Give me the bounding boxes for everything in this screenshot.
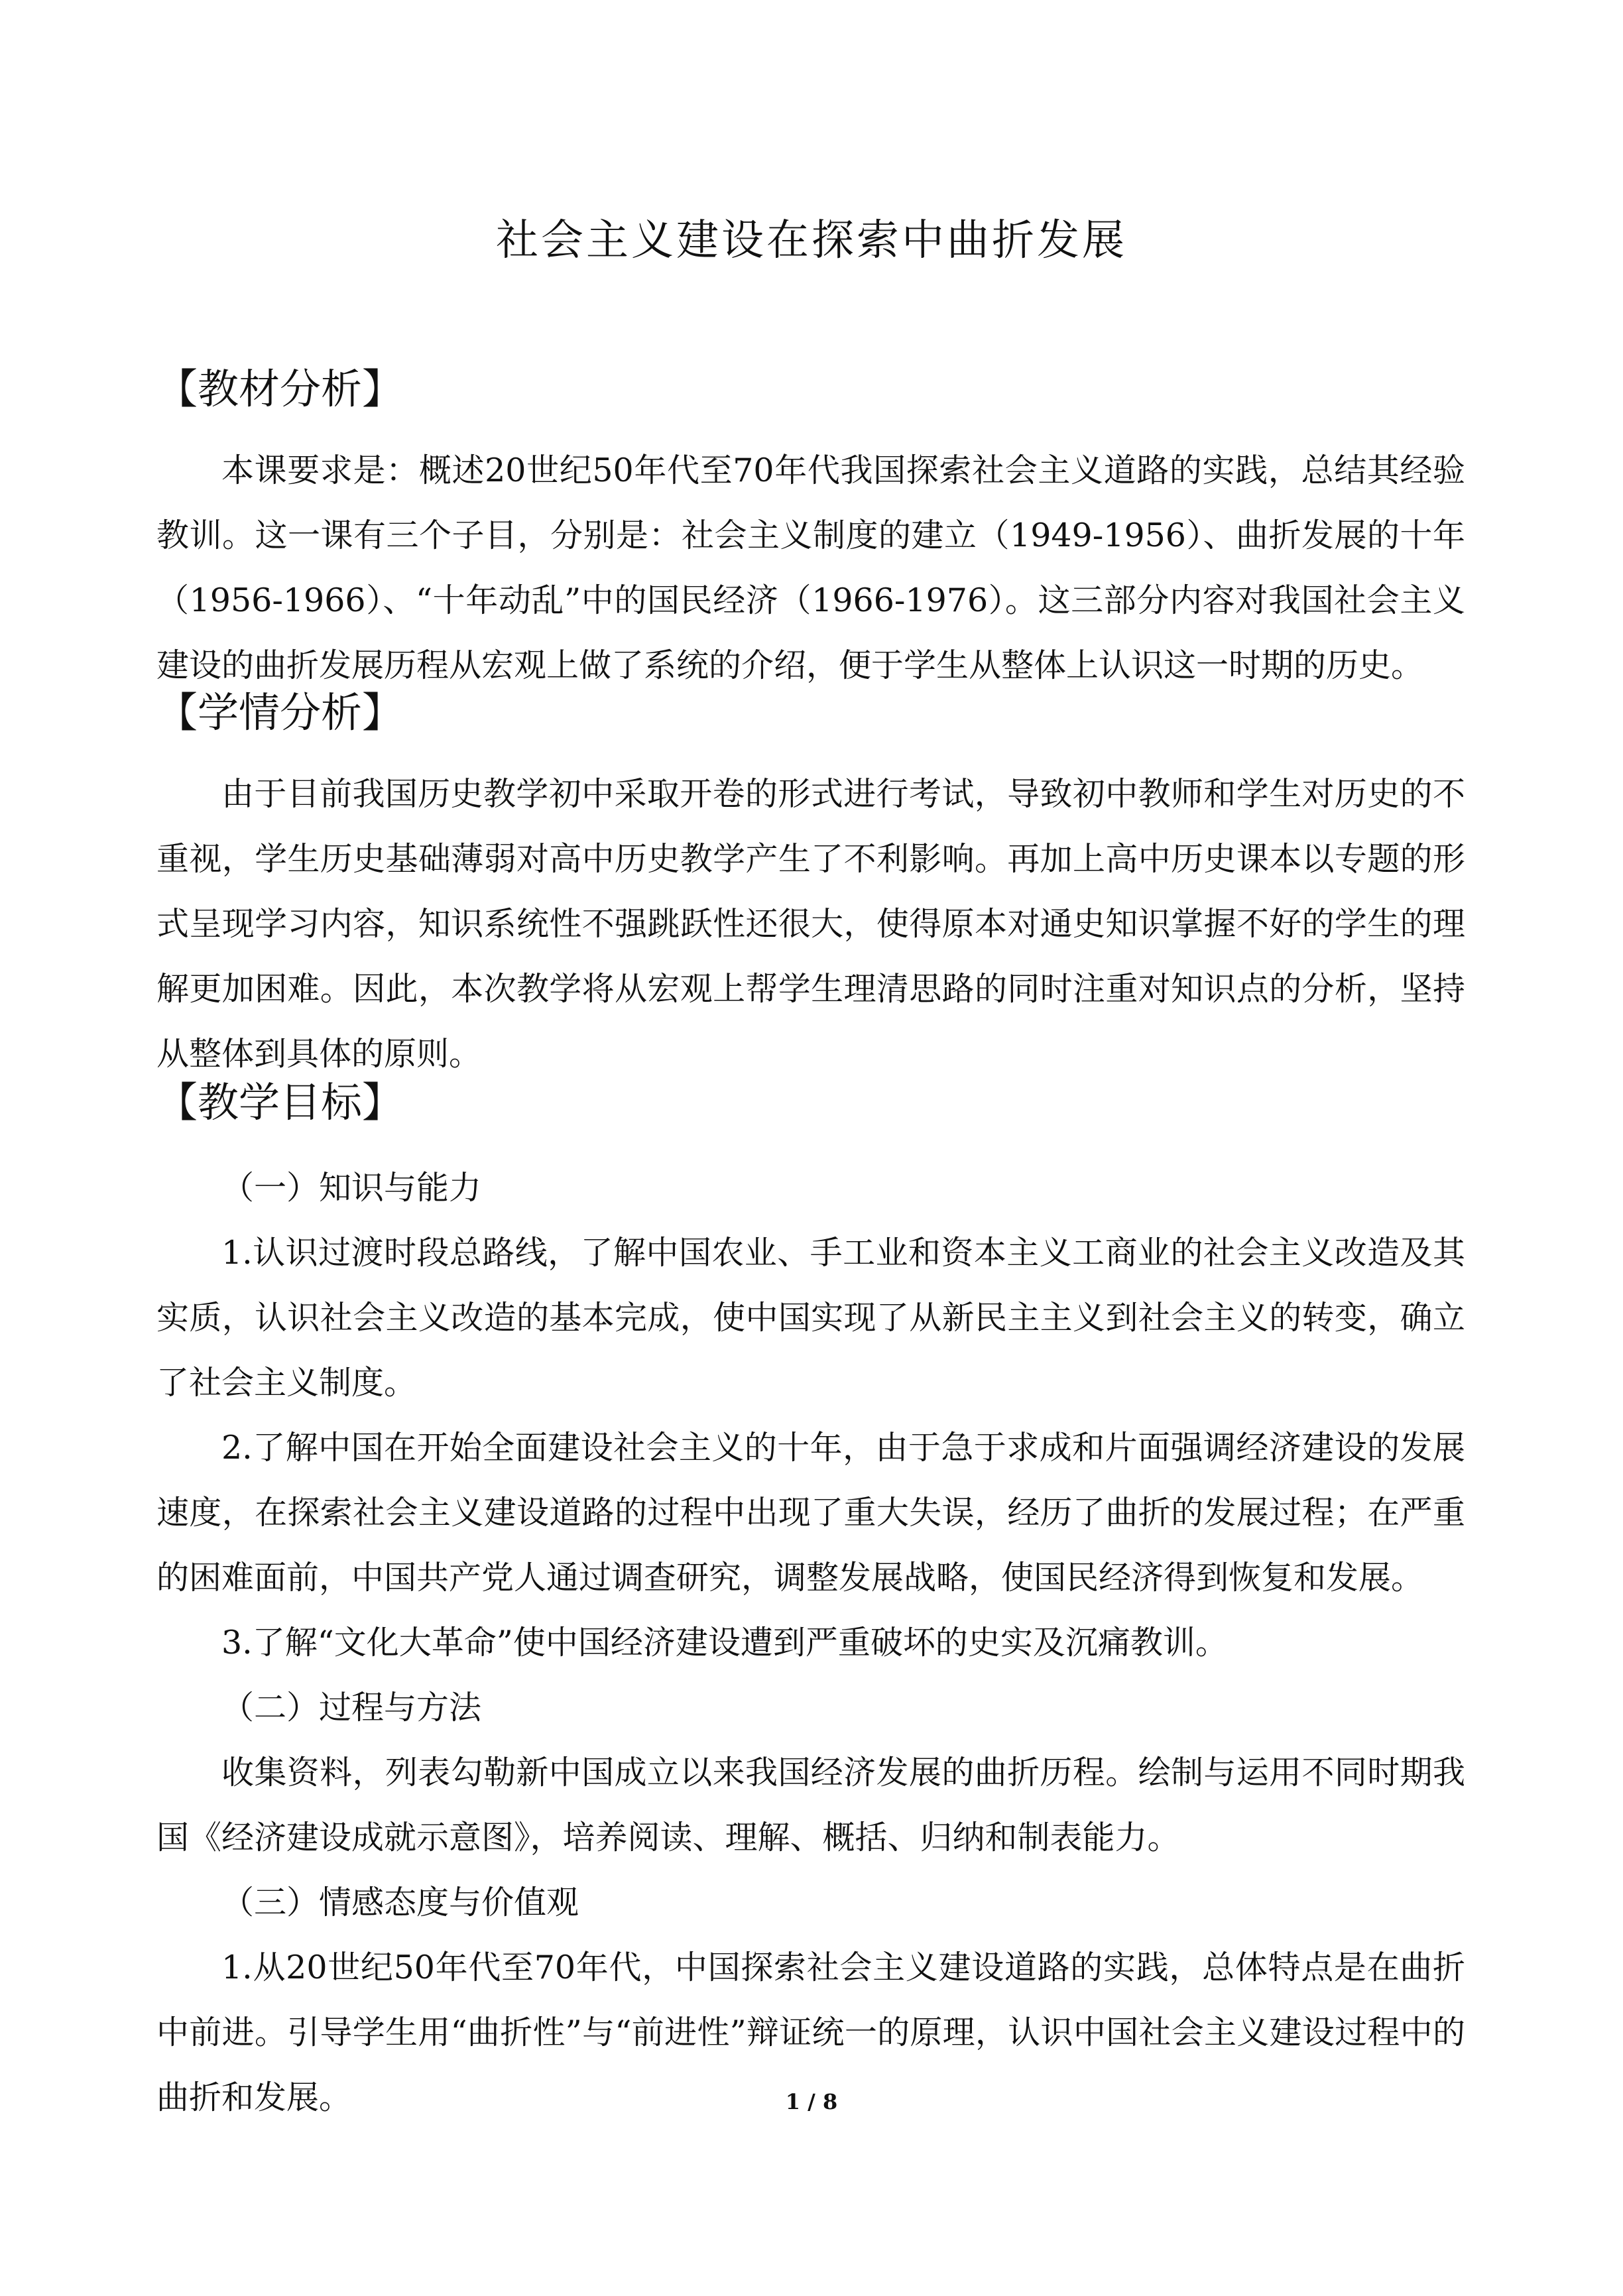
- student-analysis-paragraph: 由于目前我国历史教学初中采取开卷的形式进行考试，导致初中教师和学生对历史的不重视，学生历史基础薄弱对高中历史教学产生了不利影响。再加上高中历史课本以专题的形式呈现学习内容，知识系统性不强跳跃性还很大，使得原本对通史知识掌握不好的学生的理解更加困难。因此，本次教学将从宏观上帮学生理清思路的同时注重对知识点的分析，坚持从整体到具体的原则。: [156, 775, 1465, 1073]
- section-heading-teaching-goals: 【教学目标】: [156, 1078, 404, 1126]
- knowledge-item-3: 3.了解“文化大革命”使中国经济建设遭到严重破坏的史实及沉痛教训。: [221, 1624, 1228, 1662]
- section-heading-student-analysis: 【学情分析】: [156, 688, 404, 737]
- page-title: 社会主义建设在探索中曲折发展: [496, 216, 1127, 265]
- knowledge-item-1: 1.认识过渡时段总路线，了解中国农业、手工业和资本主义工商业的社会主义改造及其实质，认识社会主义改造的基本完成，使中国实现了从新民主主义到社会主义的转变，确立了社会主义制度。: [156, 1234, 1465, 1402]
- knowledge-item-2: 2.了解中国在开始全面建设社会主义的十年，由于急于求成和片面强调经济建设的发展速度，在探索社会主义建设道路的过程中出现了重大失误，经历了曲折的发展过程；在严重的困难面前，中国共产党人通过调查研究，调整发展战略，使国民经济得到恢复和发展。: [156, 1429, 1465, 1597]
- page-number: 1 / 8: [785, 2089, 838, 2114]
- values-item-1: 1.从20世纪50年代至70年代，中国探索社会主义建设道路的实践，总体特点是在曲折中前进。引导学生用“曲折性”与“前进性”辩证统一的原理，认识中国社会主义建设过程中的曲折和发展。: [156, 1949, 1465, 2116]
- textbook-analysis-paragraph: 本课要求是：概述20世纪50年代至70年代我国探索社会主义道路的实践，总结其经验教训。这一课有三个子目，分别是：社会主义制度的建立（1949-1956）、曲折发展的十年（1956-1966）、“十年动乱”中的国民经济（1966-1976）。这三部分内容对我国社会主义建设的曲折发展历程从宏观上做了系统的介绍，便于学生从整体上认识这一时期的历史。: [156, 452, 1465, 684]
- process-method-paragraph: 收集资料，列表勾勒新中国成立以来我国经济发展的曲折历程。绘制与运用不同时期我国《经济建设成就示意图》，培养阅读、理解、概括、归纳和制表能力。: [156, 1754, 1465, 1856]
- section-heading-textbook-analysis: 【教材分析】: [156, 365, 404, 413]
- subheading-values: （三）情感态度与价值观: [221, 1884, 579, 1921]
- subheading-knowledge-ability: （一）知识与能力: [221, 1169, 482, 1207]
- subheading-process-method: （二）过程与方法: [221, 1689, 482, 1726]
